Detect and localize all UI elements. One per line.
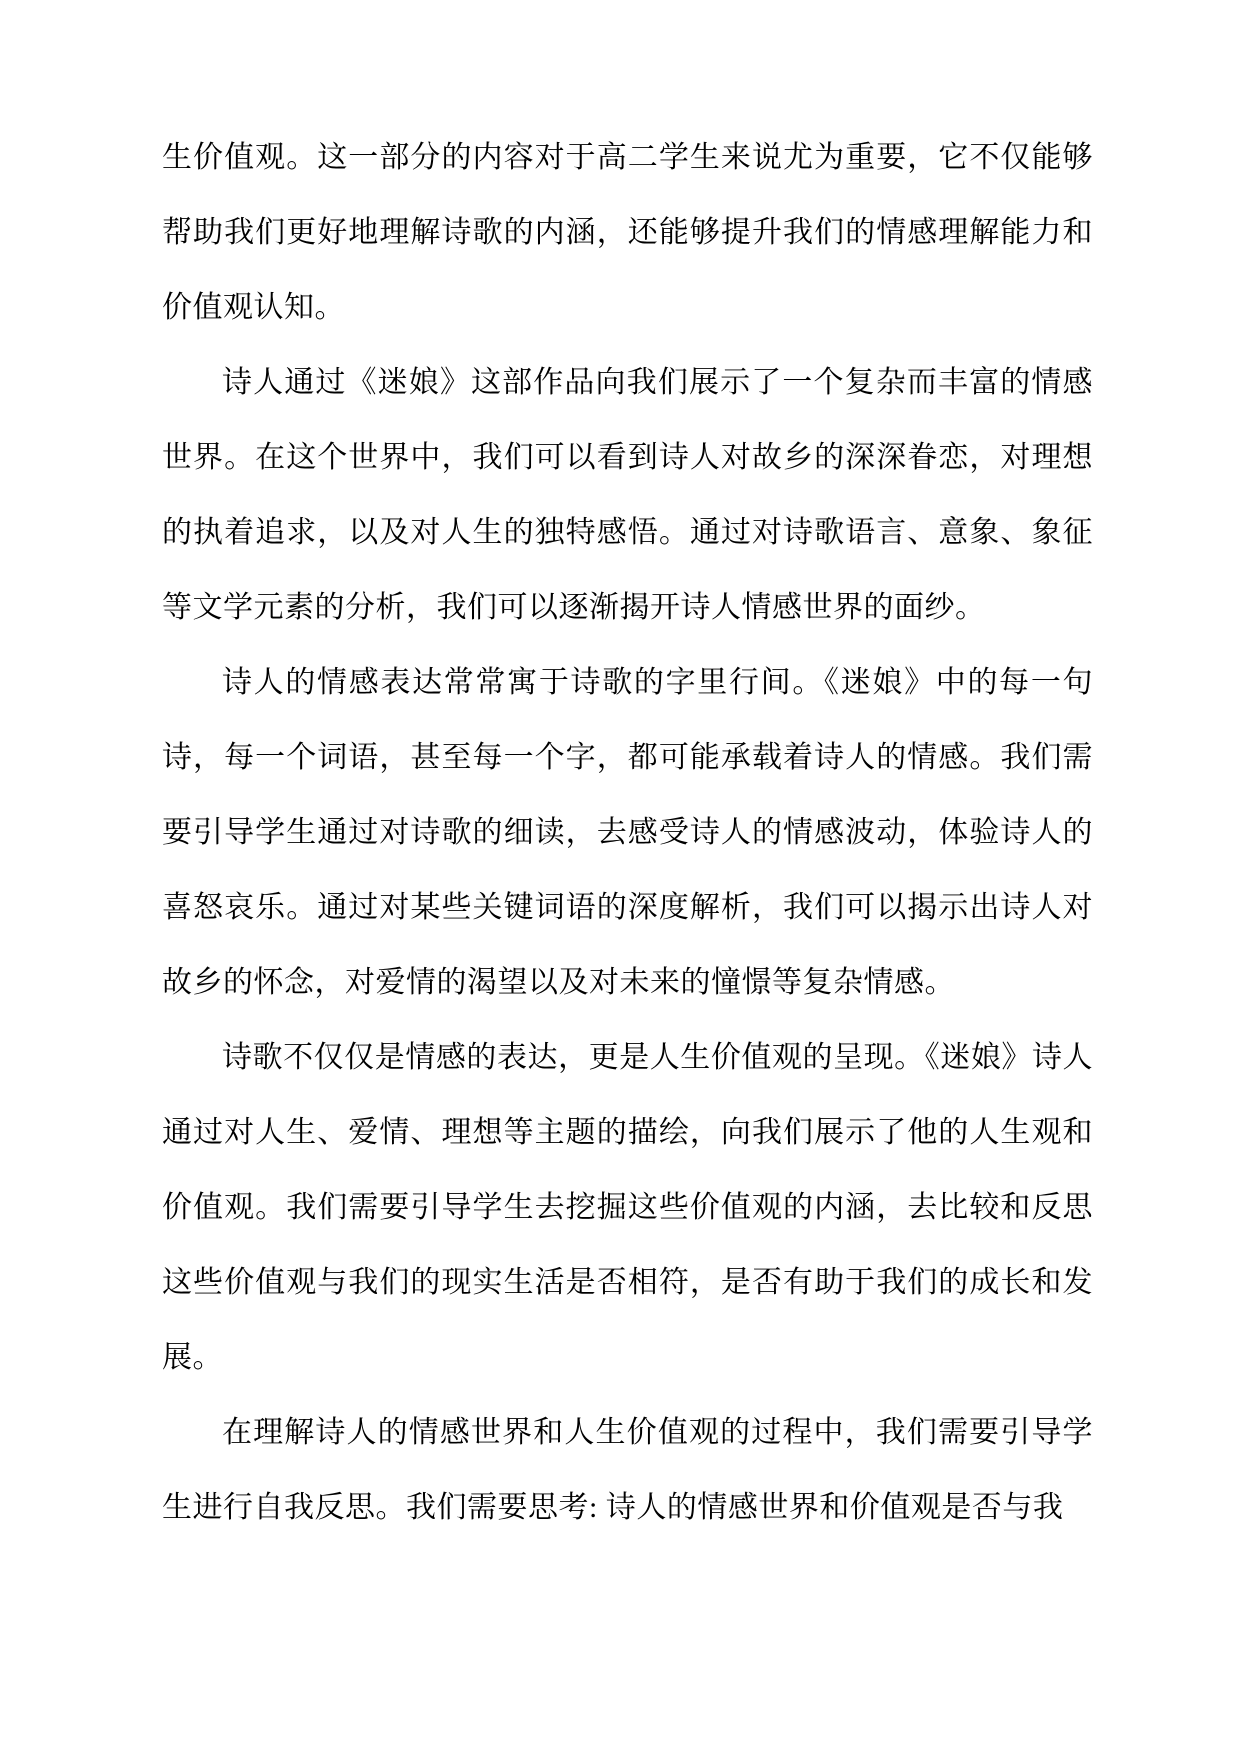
paragraph: 诗人通过《迷娘》这部作品向我们展示了一个复杂而丰富的情感世界。在这个世界中，我们可以看到诗人对故乡的深深眷恋，对理想的执着追求，以及对人生的独特感悟。通过对诗歌语言、意象、象征等文学元素的分析，我们可以逐渐揭开诗人情感世界的面纱。 [162,366,1093,624]
paragraph: 诗歌不仅仅是情感的表达，更是人生价值观的呈现。《迷娘》诗人通过对人生、爱情、理想等主题的描绘，向我们展示了他的人生观和价值观。我们需要引导学生去挖掘这些价值观的内涵，去比较和反思这些价值观与我们的现实生活是否相符，是否有助于我们的成长和发展。 [162,1041,1093,1374]
paragraph: 诗人的情感表达常常寓于诗歌的字里行间。《迷娘》中的每一句诗，每一个词语，甚至每一个字，都可能承载着诗人的情感。我们需要引导学生通过对诗歌的细读，去感受诗人的情感波动，体验诗人的喜怒哀乐。通过对某些关键词语的深度解析，我们可以揭示出诗人对故乡的怀念，对爱情的渴望以及对未来的憧憬等复杂情感。 [162,666,1093,999]
paragraph: 在理解诗人的情感世界和人生价值观的过程中，我们需要引导学生进行自我反思。我们需要思考: 诗人的情感世界和价值观是否与我 [162,1416,1093,1524]
document-body [162,120,1093,1545]
paragraph: 生价值观。这一部分的内容对于高二学生来说尤为重要，它不仅能够帮助我们更好地理解诗歌的内涵，还能够提升我们的情感理解能力和价值观认知。 [162,141,1093,324]
